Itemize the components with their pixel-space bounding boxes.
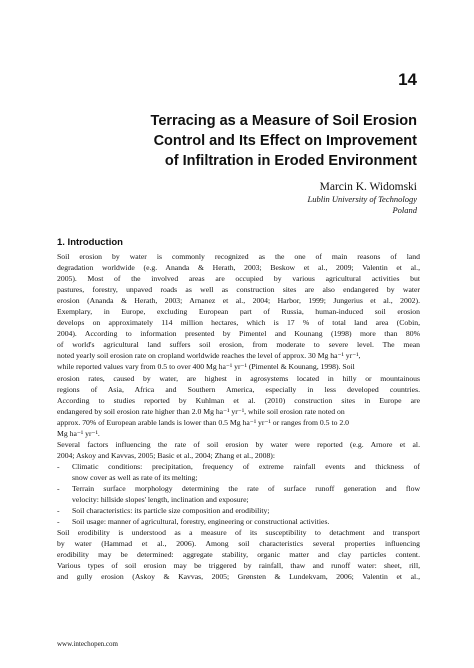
- list-item: [57, 516, 420, 527]
- text-line: Exemplary, in Europe, excluding European part of Russia, human-induced soil erosion: [57, 307, 420, 317]
- title-line: Control and Its Effect on Improvement: [153, 133, 417, 149]
- text-line: 2004; Askoy and Kavvas, 2005; Basic et al., 2004; Zhang et al., 2008):: [57, 450, 275, 460]
- text-line: velocity: hillside slopes' length, inclination and exposure;: [72, 495, 249, 505]
- chapter-number: 14: [398, 70, 417, 89]
- author-affiliation: [308, 194, 417, 216]
- text-line: and gully erosion (Askoy & Kavvas, 2005; Grønsten & Lundekvam, 2006; Valentin et al.,: [57, 572, 420, 582]
- text-line: Terrain surface morphology determining the rate of surface runoff generation and flow: [72, 483, 420, 493]
- text-line: Mg ha⁻¹ yr⁻¹.: [57, 428, 100, 438]
- text-line: Climatic conditions: precipitation, frequency of extreme rainfall events and thickness of: [72, 461, 420, 471]
- text-line: Soil characteristics: its particle size composition and erodibility;: [72, 506, 270, 516]
- text-line: Soil erosion by water is commonly recognized as the one of main reasons of land: [57, 252, 420, 261]
- text-line: develops on approximately 114 million hectares, which is 17 % of total land area (Cobin,: [57, 318, 420, 328]
- text-line: 2004). According to information presented by Pimentel and Kounang (1998) more than 80%: [57, 329, 420, 339]
- bullet-dash: -: [57, 506, 60, 516]
- text-line: erosion (Ananda & Herath, 2003; Arnanez et al., 2004; Harbor, 1999; Jungerius et al., 2002).: [57, 296, 420, 306]
- text-line: 2005). Most of the involved areas are occupied by various agricultural activities but: [57, 274, 420, 284]
- bullet-dash: -: [57, 461, 60, 471]
- title-line: of Infiltration in Eroded Environment: [164, 153, 417, 169]
- affiliation-country: Poland: [392, 205, 417, 215]
- text-line: endangered by soil erosion rate higher than 2.0 Mg ha⁻¹ yr⁻¹, while soil erosion rate noted on: [57, 406, 345, 416]
- text-line: Various types of soil erosion may be triggered by rainfall, thaw and runoff water: sheet, rill,: [57, 561, 420, 571]
- text-line: noted yearly soil erosion rate on cropland worldwide reaches the level of approx. 30 Mg ha⁻¹ yr⁻¹,: [57, 351, 361, 361]
- chapter-title: [37, 111, 417, 171]
- text-line: of world's agricultural land suffers soil erosion, from moderate to severe level. The mean: [57, 340, 420, 350]
- author-name: Marcin K. Widomski: [319, 181, 417, 193]
- bullet-dash: -: [57, 517, 60, 527]
- text-line: Soil usage: manner of agricultural, forestry, engineering or constructional activities.: [72, 517, 330, 527]
- text-line: Soil erodibility is understood as a measure of its susceptibility to detachment and transport: [57, 528, 420, 538]
- text-line: degradation worldwide (e.g. Ananda & Herath, 2003; Beskow et al., 2009; Valentin et al.,: [57, 263, 420, 273]
- affiliation-institution: Lublin University of Technology: [307, 194, 417, 204]
- text-line: by water (Hammad et al., 2006). Among soil characteristics several properties influencing: [57, 539, 420, 549]
- text-line: erosion rates, caused by water, are highest in agrosystems located in hilly or mountainous: [57, 373, 420, 383]
- text-line: approx. 70% of European arable lands is lower than 0.5 Mg ha⁻¹ yr⁻¹ or ranges from 0.5 to 2.0: [57, 417, 349, 427]
- list-item: [57, 505, 420, 516]
- text-line: According to studies reported by Kuhlman et al. (2010) construction sites in Europe are: [57, 395, 420, 405]
- text-line: Several factors influencing the rate of soil erosion by water were reported (e.g. Arnore et al.: [57, 439, 420, 449]
- bullet-dash: -: [57, 483, 60, 493]
- list-item: [57, 483, 420, 505]
- text-line: snow cover as well as rate of its melting;: [72, 472, 198, 482]
- text-line: while reported values vary from 0.5 to over 400 Mg ha⁻¹ yr⁻¹ (Pimentel & Kounang, 1998). Soil: [57, 362, 355, 372]
- text-line: erodibility may be determined: aggregate stability, organic matter and clay particles content.: [57, 550, 420, 560]
- body-text: [57, 251, 420, 582]
- text-line: regions of Asia, Africa and Southern America, especially in less developed countries.: [57, 384, 420, 394]
- text-line: pastures, forestry, unpaved roads as well as construction sites are also endangered by water: [57, 285, 420, 295]
- footer-url: www.intechopen.com: [57, 640, 118, 648]
- list-item: [57, 461, 420, 483]
- section-heading: 1. Introduction: [57, 237, 123, 248]
- title-line: Terracing as a Measure of Soil Erosion: [150, 113, 417, 129]
